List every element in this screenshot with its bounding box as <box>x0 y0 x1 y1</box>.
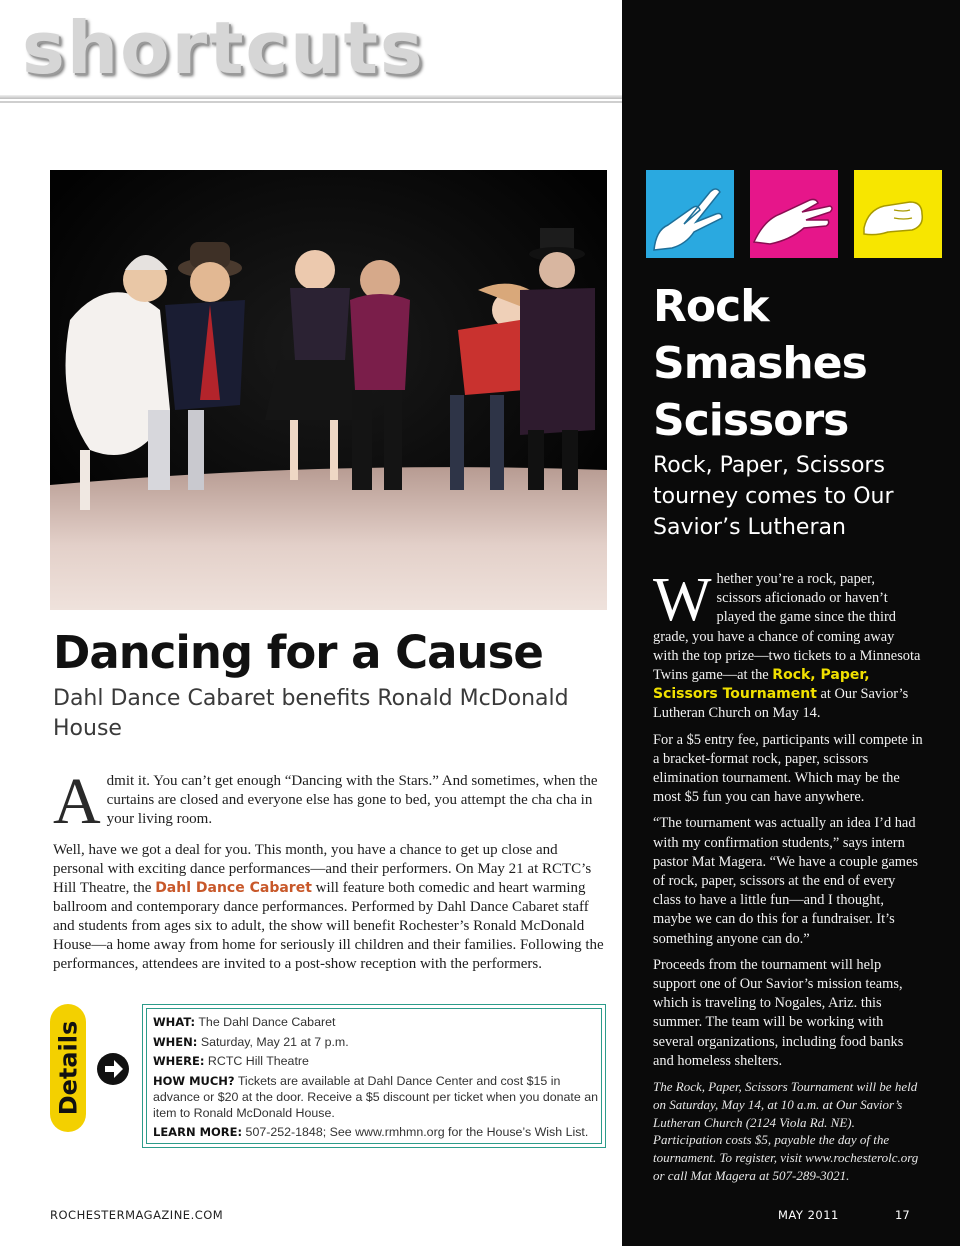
details-content <box>153 1014 598 1144</box>
masthead <box>0 0 622 104</box>
paper-hand-icon <box>750 170 838 258</box>
details-when: WHEN: Saturday, May 21 at 7 p.m. <box>153 1034 349 1049</box>
paragraph-text: at Our Savior’s Lutheran Church on May 14. <box>653 686 909 722</box>
details-where: WHERE: RCTC Hill Theatre <box>153 1054 309 1068</box>
paragraph-text: Well, have we got a deal for you. This month, you have a chance to get up close and personal with exciting dance performances—and their performers. On May 21 at RCTC’s Hill Theatre, the <box>53 842 592 896</box>
rock-fist-icon <box>854 170 942 258</box>
event-info-note: The Rock, Paper, Scissors Tournament will be held on Saturday, May 14, at 10 a.m. at Our Savior’s Lutheran Church (2124 Viola Rd. NE). Participation costs $5, payable the day of the tournament. To register, visit www.rochesterolc.org or call Mat Magera at 507-289-3021. <box>653 1079 919 1184</box>
masthead-rule <box>0 95 622 99</box>
sidebar-body <box>653 566 923 1192</box>
paragraph-intro <box>653 566 923 724</box>
dancers-illustration <box>50 170 607 610</box>
footer-date: MAY 2011 <box>778 1208 839 1222</box>
event-name-highlight: Dahl Dance Cabaret <box>155 880 312 896</box>
sidebar-headline: Rock Smashes Scissors <box>653 281 867 446</box>
paragraph-quote: “The tournament was actually an idea I’d had with my confirmation students,” says intern pastor Mat Magera. “We have a couple games of rock, paper, scissors at the end of every class to have a little fun—and I thought, maybe we can do this for a fundraiser. It’s something anyone can do.” <box>653 815 918 947</box>
sidebar-subhead: Rock, Paper, Scissors tourney comes to Our Savior’s Lutheran <box>653 453 894 540</box>
paragraph-intro <box>53 765 605 838</box>
arrow-right-icon <box>96 1052 130 1086</box>
paragraph-text: hether you’re a rock, paper, scissors aficionado or haven’t played the game since the third grade, you have a chance of coming away with the top prize—two tickets to a Minnesota Twins game—at the <box>653 571 921 684</box>
paragraph-main <box>53 841 605 974</box>
section-title: shortcuts <box>22 6 425 90</box>
paragraph: Proceeds from the tournament will help support one of Our Savior’s mission teams, which is traveling to Nogales, Ariz. this summer. The team will be working with several organizations, including food banks and homeless shelters. <box>653 956 904 1069</box>
footer-site: ROCHESTERMAGAZINE.COM <box>50 1208 224 1222</box>
paragraph-text: will feature both comedic and heart warming ballroom and contemporary dance performances. Performed by Dahl Dance Cabaret staff and students from ages six to adult, the show will benefit Rochester’s Ronald McDonald House—a home away from home for seriously ill children and their families. Following the performances, attendees are invited to a post-show reception with the performers. <box>53 880 604 972</box>
masthead-rule-thin <box>0 101 622 103</box>
scissors-hand-icon <box>646 170 734 258</box>
drop-cap: W <box>653 566 712 634</box>
details-what: WHAT: The Dahl Dance Cabaret <box>153 1015 336 1029</box>
page-number: 17 <box>895 1208 910 1222</box>
details-how-much: HOW MUCH? Tickets are available at Dahl Dance Center and cost $15 in advance or $20 at the door. Receive a $5 discount per ticket when you donate an item to Ronald McDonald House. <box>153 1073 598 1120</box>
article-headline: Dancing for a Cause <box>53 626 543 679</box>
details-label-wrap <box>50 1004 86 1132</box>
paragraph: For a $5 entry fee, participants will compete in a bracket-format rock, paper, scissors elimination tournament. Which may be the most $5 fun you can have anywhere. <box>653 731 923 806</box>
article-subhead: Dahl Dance Cabaret benefits Ronald McDonald House <box>53 686 569 741</box>
article-body <box>53 765 605 974</box>
tournament-name-highlight: Rock, Paper, Scissors Tournament <box>653 667 870 703</box>
paragraph-text: dmit it. You can’t get enough “Dancing with the Stars.” And sometimes, when the curtains are closed and everyone else has gone to bed, you attempt the cha cha in your living room. <box>106 773 598 827</box>
details-label: Details <box>54 1020 83 1116</box>
dance-photo <box>50 170 607 610</box>
details-learn-more: LEARN MORE: 507-252-1848; See www.rmhmn.org for the House’s Wish List. <box>153 1125 589 1139</box>
drop-cap: A <box>53 765 101 838</box>
